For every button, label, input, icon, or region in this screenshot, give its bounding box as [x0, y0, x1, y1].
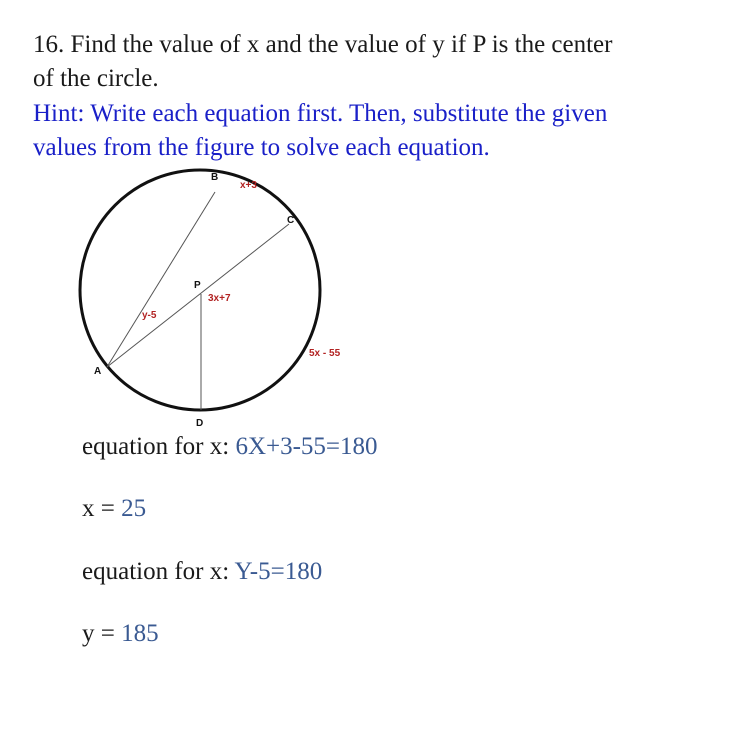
label-arc-AB: y-5 [142, 310, 157, 321]
label-A: A [94, 366, 102, 377]
y-label: y = [82, 620, 122, 647]
circle-figure [70, 160, 370, 430]
hint-line-2: values from the figure to solve each equation. [33, 134, 490, 161]
equation-x-row [82, 432, 378, 462]
equation-y-label: equation for x: [82, 558, 235, 585]
diameter-AC [107, 224, 289, 367]
label-C: C [287, 215, 295, 226]
problem-line-1: 16. Find the value of x and the value of y if P is the center [33, 31, 613, 58]
label-arc-CD: 5x - 55 [309, 348, 341, 359]
label-D: D [196, 418, 204, 429]
label-arc-BC: x+3 [240, 180, 257, 191]
y-value: 185 [121, 620, 159, 647]
y-value-row [82, 619, 159, 649]
label-arc-PD: 3x+7 [208, 293, 231, 304]
equation-x-value: 6X+3-55=180 [235, 433, 378, 460]
hint-line-1: Hint: Write each equation first. Then, substitute the given [33, 100, 608, 127]
x-label: x = [82, 495, 122, 522]
equation-y-value: Y-5=180 [234, 558, 323, 585]
x-value-row [82, 494, 146, 524]
problem-line-2: of the circle. [33, 65, 159, 92]
label-B: B [211, 172, 219, 183]
equation-x-label: equation for x: [82, 433, 236, 460]
label-P: P [194, 280, 201, 291]
equation-y-row [82, 557, 322, 587]
x-value: 25 [121, 495, 147, 522]
